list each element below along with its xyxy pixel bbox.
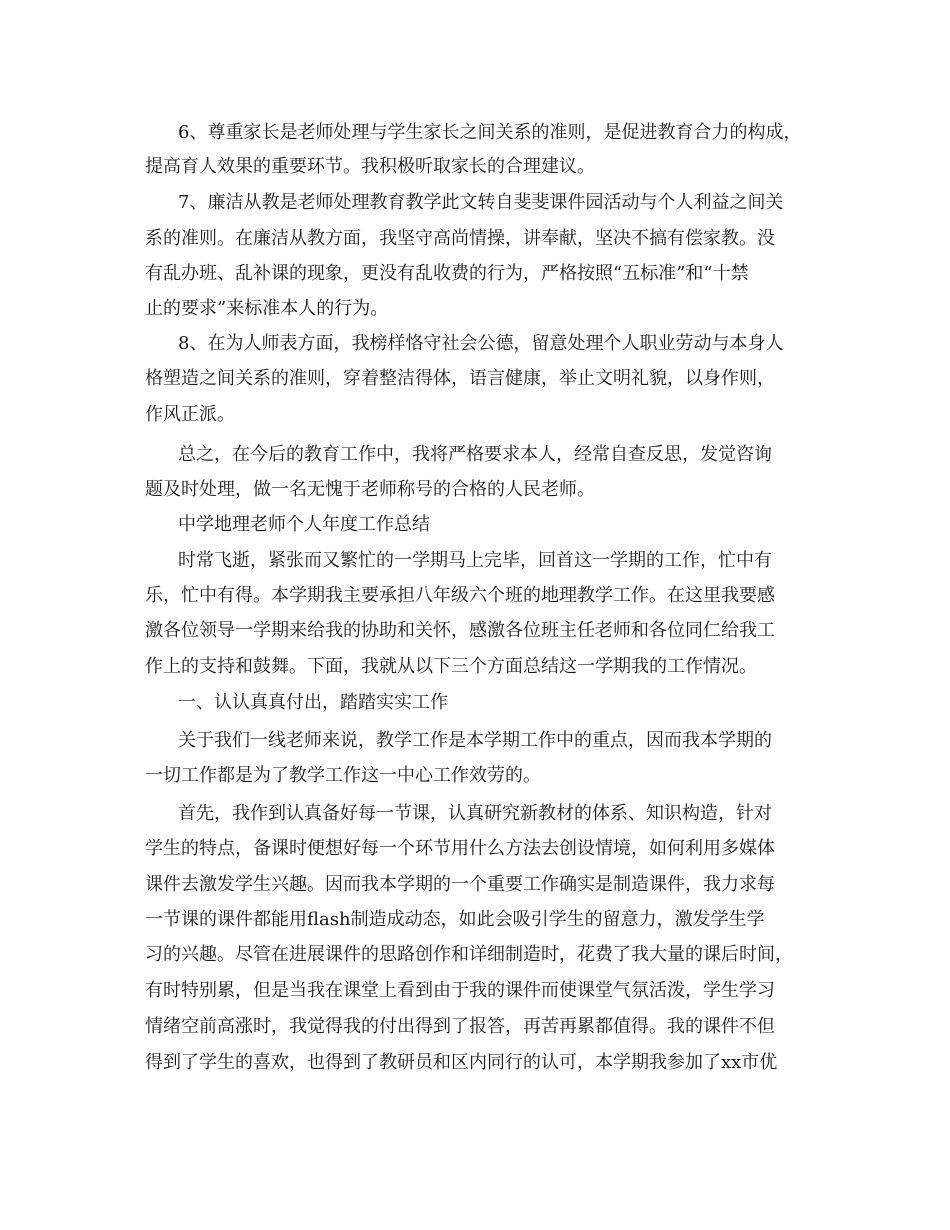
text-line: 作上的支持和鼓舞。下面，我就从以下三个方面总结这一学期我的工作情况。 [145,656,757,677]
text-line: 提高育人效果的重要环节。我积极听取家长的合理建议。 [145,156,595,177]
section-heading: 中学地理老师个人年度工作总结 [178,514,430,535]
text-line: 题及时处理，做一名无愧于老师称号的合格的人民老师。 [145,479,595,500]
text-line: 有乱办班、乱补课的现象，更没有乱收费的行为，严格按照“五标准”和“十禁 [145,263,749,284]
text-line: 系的准则。在廉洁从教方面，我坚守高尚情操，讲奉献，坚决不搞有偿家教。没 [145,228,775,249]
text-line: 课件去激发学生兴趣。因而我本学期的一个重要工作确实是制造课件，我力求每 [145,874,775,895]
text-line: 7、廉洁从教是老师处理教育教学此文转自斐斐课件园活动与个人利益之间关 [178,192,784,213]
text-line: 止的要求”来标准本人的行为。 [145,298,389,319]
section-heading: 一、认认真真付出，踏踏实实工作 [178,692,448,713]
text-line: 时常飞逝，紧张而又繁忙的一学期马上完毕，回首这一学期的工作，忙中有 [178,550,772,571]
text-line: 有时特别累，但是当我在课堂上看到由于我的课件而使课堂气氛活泼，学生学习 [145,980,775,1001]
text-line: 乐，忙中有得。本学期我主要承担八年级六个班的地理教学工作。在这里我要感 [145,585,775,606]
text-line: 情绪空前高涨时，我觉得我的付出得到了报答，再苦再累都值得。我的课件不但 [145,1016,775,1037]
text-line: 首先，我作到认真备好每一节课，认真研究新教材的体系、知识构造，针对 [178,803,772,824]
text-line: 一切工作都是为了教学工作这一中心工作效劳的。 [145,765,541,786]
text-line: 得到了学生的喜欢，也得到了教研员和区内同行的认可，本学期我参加了xx市优 [145,1052,778,1073]
text-line: 作风正派。 [145,404,235,425]
text-line: 学生的特点，备课时便想好每一个环节用什么方法去创设情境，如何利用多媒体 [145,838,775,859]
text-line: 6、尊重家长是老师处理与学生家长之间关系的准则，是促进教育合力的构成， [178,122,802,143]
text-line: 激各位领导一学期来给我的协助和关怀，感激各位班主任老师和各位同仁给我工 [145,620,775,641]
text-line: 关于我们一线老师来说，教学工作是本学期工作中的重点，因而我本学期的 [178,730,772,751]
text-line: 格塑造之间关系的准则，穿着整洁得体，语言健康，举止文明礼貌，以身作则， [145,368,775,389]
text-line: 一节课的课件都能用flash制造成动态，如此会吸引学生的留意力，激发学生学 [145,909,765,930]
text-line: 总之，在今后的教育工作中，我将严格要求本人，经常自查反思，发觉咨询 [178,444,772,465]
text-line: 8、在为人师表方面，我榜样恪守社会公德，留意处理个人职业劳动与本身人 [178,333,784,354]
text-line: 习的兴趣。尽管在进展课件的思路创作和详细制造时，花费了我大量的课后时间， [145,944,793,965]
